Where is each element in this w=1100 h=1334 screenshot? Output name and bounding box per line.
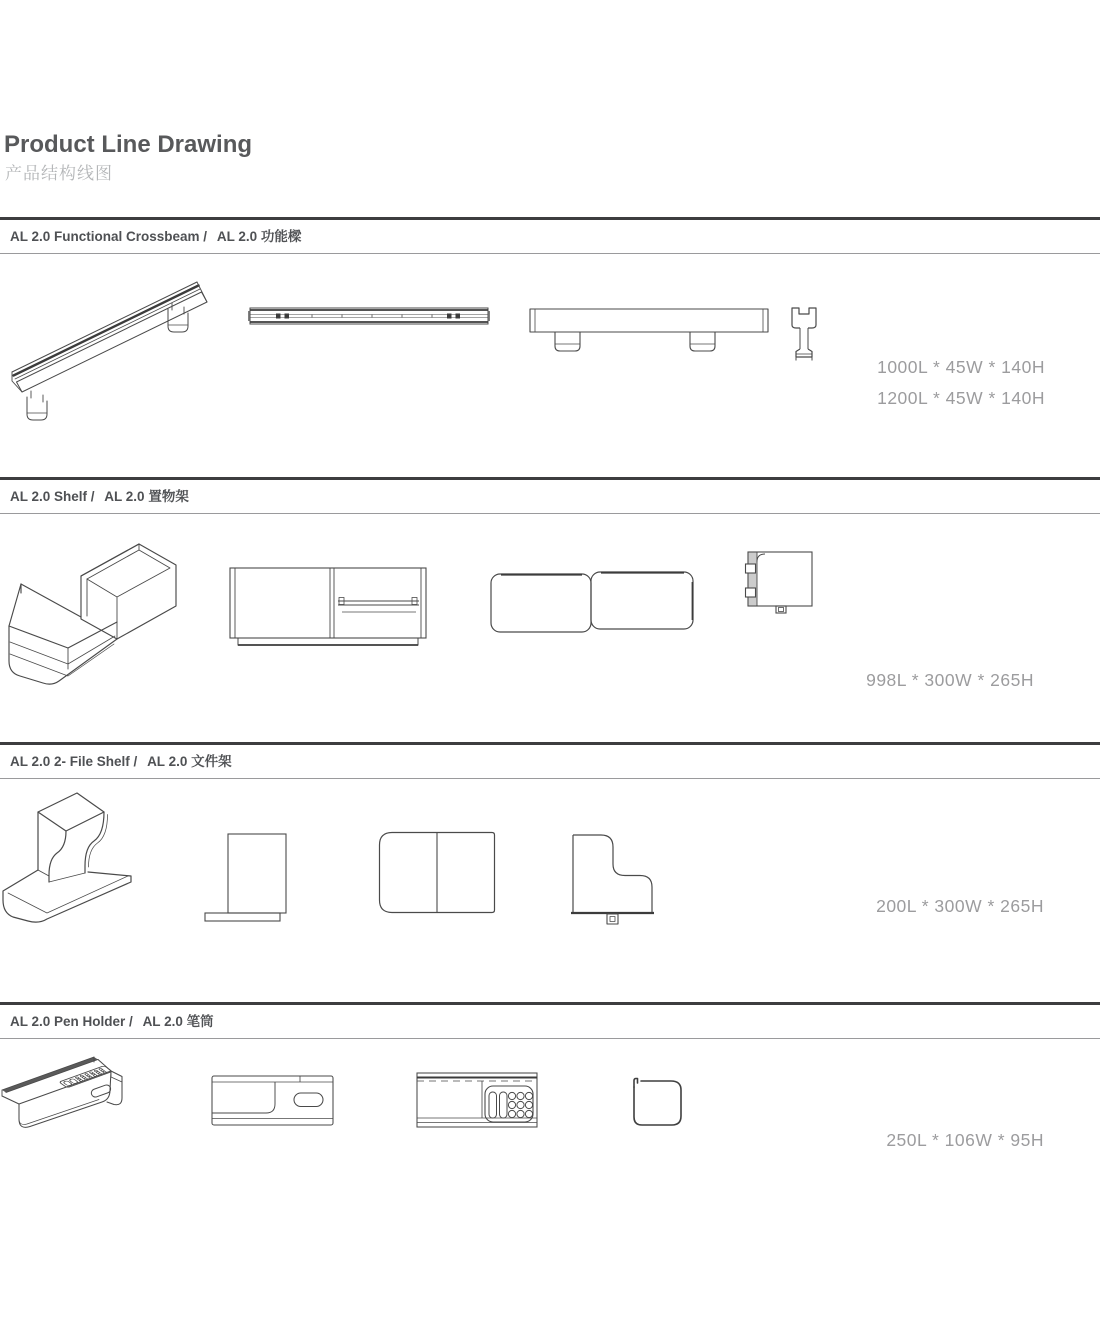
crossbeam-end-clamp-drawing [786, 304, 822, 364]
crossbeam-isometric-drawing [4, 276, 219, 424]
pen-holder-dimensions [886, 1125, 1044, 1156]
section-title [10, 754, 232, 769]
section-title [10, 1014, 214, 1029]
file-shelf-front-view-drawing [203, 832, 293, 924]
section-title-en: AL 2.0 2- File Shelf / [10, 754, 138, 769]
section-header-pen-holder [0, 1002, 1100, 1039]
pen-holder-isometric-drawing [0, 1046, 142, 1140]
section-title-en: AL 2.0 Functional Crossbeam / [10, 229, 208, 244]
shelf-side-view-drawing [743, 548, 817, 616]
crossbeam-top-view-drawing [248, 303, 490, 331]
shelf-isometric-drawing [3, 538, 185, 690]
crossbeam-dimensions [877, 352, 1045, 414]
page-title: Product Line Drawing [4, 131, 253, 158]
section-title-zh: AL 2.0 功能樑 [216, 229, 302, 244]
section-header-shelf [0, 477, 1100, 514]
file-shelf-isometric-drawing [0, 786, 142, 940]
dimension-line: 250L * 106W * 95H [886, 1130, 1044, 1150]
crossbeam-front-view-drawing [528, 306, 770, 356]
dimension-line: 200L * 300W * 265H [876, 896, 1044, 916]
pen-holder-side-view-drawing [626, 1074, 690, 1133]
section-title-zh: AL 2.0 置物架 [104, 489, 189, 504]
section-title [10, 229, 301, 244]
section-title-zh: AL 2.0 笔筒 [142, 1014, 214, 1029]
section-header-file-shelf [0, 742, 1100, 779]
dimension-line: 998L * 300W * 265H [866, 670, 1034, 690]
dimension-line: 1200L * 45W * 140H [877, 388, 1045, 408]
section-header-functional-crossbeam [0, 217, 1100, 254]
shelf-dimensions [866, 665, 1034, 696]
page-subtitle: 产品结构线图 [5, 164, 113, 183]
section-title-en: AL 2.0 Shelf / [10, 489, 95, 504]
file-shelf-dimensions [876, 891, 1044, 922]
section-title-zh: AL 2.0 文件架 [147, 754, 232, 769]
file-shelf-top-view-drawing [375, 829, 499, 916]
pen-holder-front-view-drawing [208, 1072, 337, 1130]
dimension-line: 1000L * 45W * 140H [877, 357, 1045, 377]
shelf-top-view-drawing [488, 568, 697, 637]
shelf-front-view-drawing [226, 564, 430, 648]
section-title-en: AL 2.0 Pen Holder / [10, 1014, 133, 1029]
section-title [10, 489, 189, 504]
pen-holder-top-view-drawing [412, 1069, 543, 1131]
file-shelf-side-view-drawing [569, 832, 659, 928]
